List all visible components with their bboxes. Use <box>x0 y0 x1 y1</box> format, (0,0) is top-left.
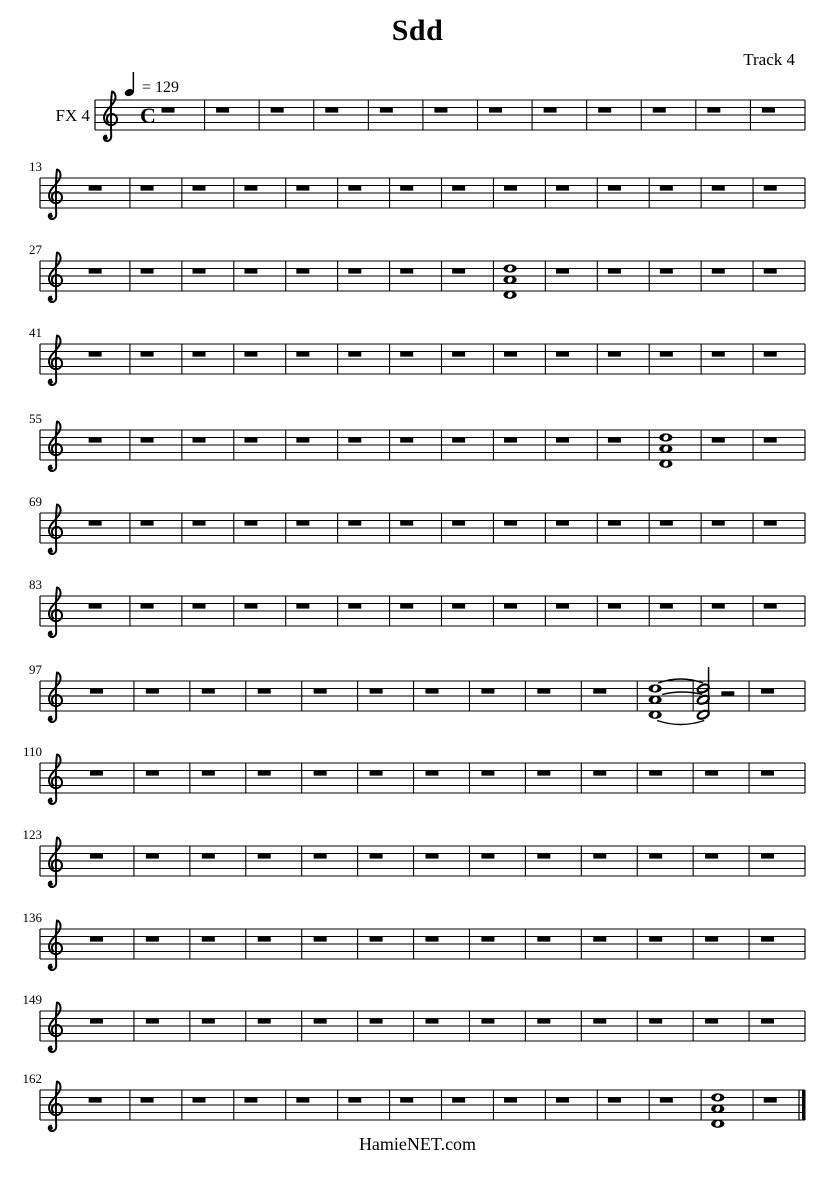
whole-rest <box>296 1098 309 1103</box>
whole-rest <box>452 186 465 191</box>
whole-rest <box>296 269 309 274</box>
staff-system <box>23 744 805 804</box>
whole-rest <box>537 1019 550 1024</box>
treble-clef-icon <box>49 170 62 219</box>
whole-rest <box>660 186 673 191</box>
whole-rest <box>504 1098 517 1103</box>
whole-rest <box>764 604 777 609</box>
whole-rest <box>434 108 447 113</box>
whole-rest <box>425 854 438 859</box>
whole-rest <box>258 689 271 694</box>
tempo-text: = 129 <box>142 79 180 96</box>
treble-clef-icon <box>49 1126 53 1130</box>
whole-rest <box>89 438 102 443</box>
whole-rest <box>660 604 673 609</box>
staff-system <box>29 242 805 302</box>
treble-clef-icon <box>49 1082 62 1131</box>
whole-rest <box>89 1098 102 1103</box>
whole-rest <box>192 438 205 443</box>
whole-rest <box>192 604 205 609</box>
whole-rest <box>348 352 361 357</box>
whole-rest <box>325 108 338 113</box>
tie <box>662 692 702 695</box>
treble-clef-icon <box>49 253 62 302</box>
whole-rest <box>244 1098 257 1103</box>
whole-rest <box>660 1098 673 1103</box>
staff-system <box>23 827 806 887</box>
whole-rest <box>761 771 774 776</box>
whole-rest <box>192 352 205 357</box>
whole-rest <box>481 854 494 859</box>
whole-rest <box>649 854 662 859</box>
whole-rest <box>141 438 154 443</box>
treble-clef-icon <box>49 838 62 887</box>
whole-rest <box>192 521 205 526</box>
whole-rest <box>593 771 606 776</box>
whole-rest <box>608 186 621 191</box>
whole-rest <box>705 937 718 942</box>
staff-system <box>29 325 805 385</box>
whole-rest <box>481 1019 494 1024</box>
whole-rest <box>608 352 621 357</box>
staff-system <box>29 577 805 637</box>
treble-clef-icon <box>49 717 53 721</box>
whole-rest <box>764 1098 777 1103</box>
whole-rest <box>425 771 438 776</box>
whole-rest <box>244 438 257 443</box>
whole-rest <box>425 1019 438 1024</box>
whole-rest <box>314 854 327 859</box>
whole-rest <box>141 352 154 357</box>
whole-rest <box>348 1098 361 1103</box>
measure-number: 69 <box>29 494 42 509</box>
whole-rest <box>425 937 438 942</box>
whole-rest <box>764 269 777 274</box>
whole-rest <box>141 521 154 526</box>
whole-rest <box>90 937 103 942</box>
measure-number: 83 <box>29 577 42 592</box>
whole-rest <box>425 689 438 694</box>
whole-rest <box>348 438 361 443</box>
whole-rest <box>608 1098 621 1103</box>
measure-number: 162 <box>22 1071 42 1086</box>
whole-rest <box>712 438 725 443</box>
quarter-note-icon <box>124 70 138 97</box>
whole-rest <box>141 269 154 274</box>
whole-rest <box>314 771 327 776</box>
whole-rest <box>146 1019 159 1024</box>
whole-rest <box>705 771 718 776</box>
whole-rest <box>146 854 159 859</box>
treble-clef-icon <box>49 297 53 301</box>
whole-rest <box>452 269 465 274</box>
whole-rest <box>608 269 621 274</box>
whole-rest <box>761 689 774 694</box>
whole-rest <box>370 937 383 942</box>
whole-rest <box>712 521 725 526</box>
whole-rest <box>202 854 215 859</box>
treble-clef-icon <box>49 422 62 471</box>
whole-rest <box>380 108 393 113</box>
whole-rest <box>653 108 666 113</box>
whole-rest <box>764 352 777 357</box>
whole-rest <box>452 604 465 609</box>
treble-clef-icon <box>49 673 62 722</box>
treble-clef-icon <box>49 755 62 804</box>
whole-rest <box>608 604 621 609</box>
staff-system <box>29 662 805 725</box>
whole-rest <box>593 1019 606 1024</box>
instrument-label: FX 4 <box>55 106 90 125</box>
whole-rest <box>258 937 271 942</box>
whole-rest <box>712 604 725 609</box>
whole-rest <box>712 269 725 274</box>
measure-number: 41 <box>29 325 42 340</box>
treble-clef-icon <box>49 799 53 803</box>
whole-rest <box>202 689 215 694</box>
whole-rest <box>761 1019 774 1024</box>
whole-rest <box>452 438 465 443</box>
whole-rest <box>89 186 102 191</box>
whole-rest <box>593 937 606 942</box>
whole-rest <box>705 854 718 859</box>
whole-rest <box>370 689 383 694</box>
treble-clef-icon <box>49 1003 62 1052</box>
whole-rest <box>537 854 550 859</box>
staff-system <box>23 1071 806 1131</box>
whole-rest <box>649 937 662 942</box>
whole-rest <box>400 269 413 274</box>
whole-rest <box>452 521 465 526</box>
whole-rest <box>761 854 774 859</box>
whole-rest <box>146 771 159 776</box>
staff-system <box>29 159 805 219</box>
whole-rest <box>271 108 284 113</box>
whole-rest <box>707 108 720 113</box>
staff-system <box>95 92 805 141</box>
whole-rest <box>608 521 621 526</box>
treble-clef-icon <box>49 921 62 970</box>
whole-rest <box>296 186 309 191</box>
whole-rest <box>370 1019 383 1024</box>
whole-rest <box>537 771 550 776</box>
whole-rest <box>244 521 257 526</box>
whole-rest <box>348 269 361 274</box>
measure-number: 13 <box>29 159 42 174</box>
whole-rest <box>141 604 154 609</box>
whole-rest <box>89 604 102 609</box>
whole-rest <box>504 438 517 443</box>
whole-rest <box>400 186 413 191</box>
treble-clef-icon <box>49 466 53 470</box>
whole-rest <box>762 108 775 113</box>
treble-clef-icon <box>49 882 53 886</box>
staff-system <box>23 910 806 970</box>
measure-number: 136 <box>22 910 42 925</box>
whole-rest <box>192 269 205 274</box>
final-barline-thick <box>802 1090 806 1120</box>
whole-rest <box>649 1019 662 1024</box>
whole-rest <box>216 108 229 113</box>
treble-clef-icon <box>49 505 62 554</box>
whole-rest <box>481 937 494 942</box>
whole-rest <box>537 937 550 942</box>
whole-rest <box>593 689 606 694</box>
whole-rest <box>764 521 777 526</box>
whole-rest <box>370 771 383 776</box>
whole-rest <box>258 771 271 776</box>
treble-clef-icon <box>49 588 62 637</box>
treble-clef-icon <box>49 1047 53 1051</box>
whole-rest <box>400 438 413 443</box>
whole-rest <box>504 604 517 609</box>
page-title: Sdd <box>391 14 444 47</box>
whole-rest <box>761 937 774 942</box>
treble-clef-icon <box>49 214 53 218</box>
staff-system <box>29 411 805 471</box>
whole-rest <box>90 689 103 694</box>
whole-rest <box>504 352 517 357</box>
staff-system <box>23 992 806 1052</box>
whole-rest <box>489 108 502 113</box>
whole-rest <box>544 108 557 113</box>
whole-rest <box>90 1019 103 1024</box>
whole-rest <box>244 604 257 609</box>
whole-rest <box>192 1098 205 1103</box>
whole-rest <box>556 438 569 443</box>
whole-rest <box>400 1098 413 1103</box>
whole-rest <box>556 1098 569 1103</box>
whole-rest <box>90 771 103 776</box>
whole-rest <box>202 771 215 776</box>
whole-rest <box>764 186 777 191</box>
treble-clef-icon <box>104 136 108 140</box>
whole-rest <box>556 186 569 191</box>
measure-number: 27 <box>29 242 42 257</box>
whole-rest <box>141 186 154 191</box>
whole-rest <box>649 771 662 776</box>
whole-rest <box>89 269 102 274</box>
whole-rest <box>202 1019 215 1024</box>
whole-rest <box>660 352 673 357</box>
measure-number: 123 <box>22 827 42 842</box>
whole-rest <box>296 521 309 526</box>
whole-rest <box>452 1098 465 1103</box>
treble-clef-icon <box>49 632 53 636</box>
whole-rest <box>608 438 621 443</box>
treble-clef-icon <box>104 92 117 141</box>
whole-rest <box>162 108 175 113</box>
whole-rest <box>244 269 257 274</box>
footer-watermark: HamieNET.com <box>358 1134 477 1154</box>
whole-rest <box>89 352 102 357</box>
whole-rest <box>202 937 215 942</box>
whole-rest <box>141 1098 154 1103</box>
whole-rest <box>258 1019 271 1024</box>
whole-rest <box>314 689 327 694</box>
whole-rest <box>764 438 777 443</box>
whole-rest <box>348 186 361 191</box>
note-stem <box>708 667 710 714</box>
whole-rest <box>258 854 271 859</box>
half-rest <box>721 691 734 696</box>
whole-rest <box>192 186 205 191</box>
whole-rest <box>244 352 257 357</box>
treble-clef-icon <box>49 380 53 384</box>
measure-number: 55 <box>29 411 42 426</box>
whole-rest <box>296 352 309 357</box>
treble-clef-icon <box>49 336 62 385</box>
whole-rest <box>481 689 494 694</box>
whole-rest <box>598 108 611 113</box>
whole-rest <box>481 771 494 776</box>
whole-rest <box>537 689 550 694</box>
whole-rest <box>244 186 257 191</box>
staff-system <box>29 494 805 554</box>
measure-number: 110 <box>22 744 42 759</box>
whole-rest <box>712 352 725 357</box>
whole-rest <box>556 269 569 274</box>
measure-number: 149 <box>22 992 42 1007</box>
whole-rest <box>89 521 102 526</box>
whole-rest <box>370 854 383 859</box>
whole-rest <box>504 186 517 191</box>
whole-rest <box>146 937 159 942</box>
whole-rest <box>660 269 673 274</box>
whole-rest <box>90 854 103 859</box>
whole-rest <box>556 352 569 357</box>
whole-rest <box>314 1019 327 1024</box>
whole-rest <box>296 438 309 443</box>
whole-rest <box>712 186 725 191</box>
whole-rest <box>400 521 413 526</box>
treble-clef-icon <box>49 965 53 969</box>
whole-rest <box>660 521 673 526</box>
whole-rest <box>348 604 361 609</box>
track-label: Track 4 <box>743 50 795 69</box>
whole-rest <box>556 604 569 609</box>
whole-rest <box>146 689 159 694</box>
time-signature-common: C <box>140 103 156 129</box>
whole-rest <box>705 1019 718 1024</box>
whole-rest <box>452 352 465 357</box>
whole-rest <box>593 854 606 859</box>
whole-rest <box>400 604 413 609</box>
tie <box>657 721 704 725</box>
measure-number: 97 <box>29 662 42 677</box>
whole-rest <box>556 521 569 526</box>
treble-clef-icon <box>49 549 53 553</box>
whole-rest <box>348 521 361 526</box>
tempo-marking <box>124 70 179 97</box>
whole-rest <box>314 937 327 942</box>
whole-rest <box>504 521 517 526</box>
whole-rest <box>400 352 413 357</box>
whole-rest <box>296 604 309 609</box>
